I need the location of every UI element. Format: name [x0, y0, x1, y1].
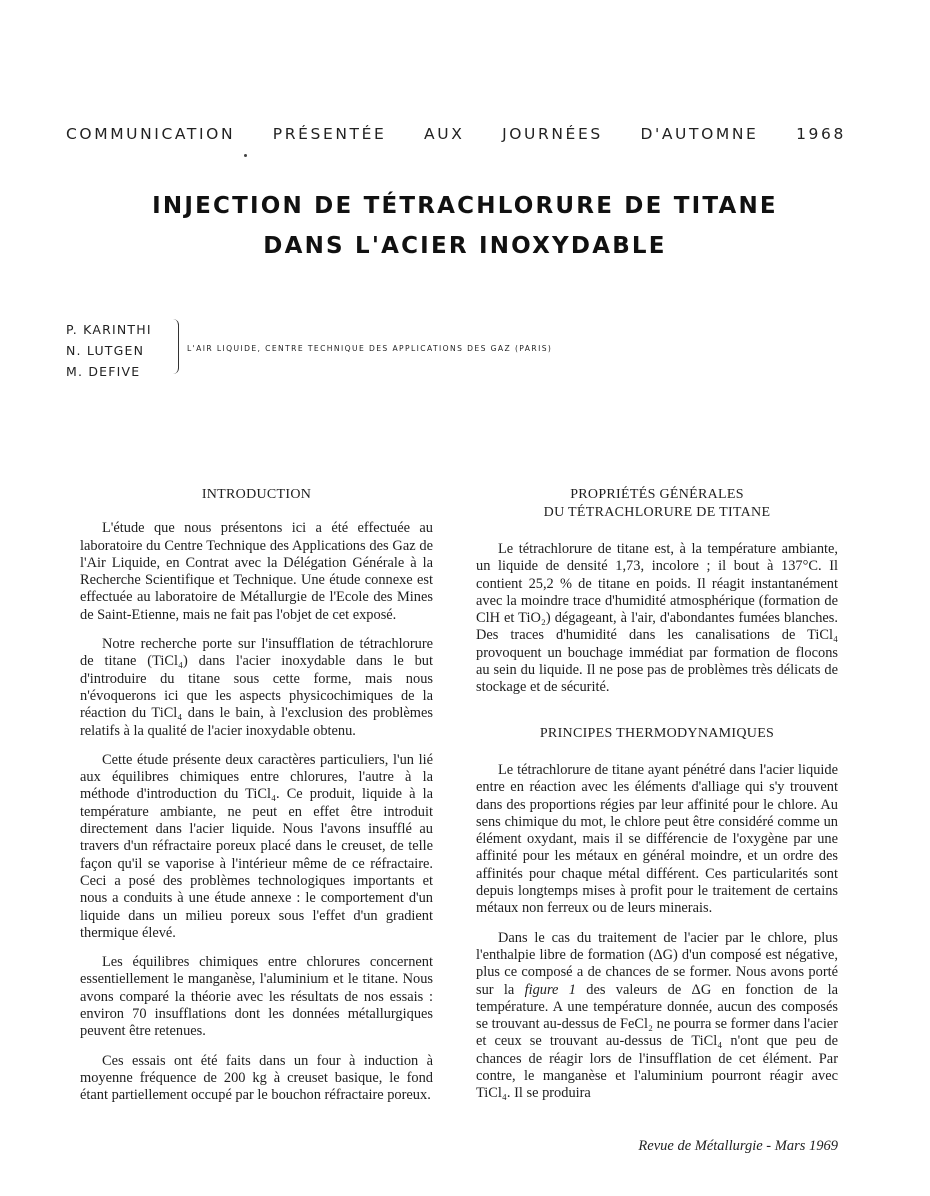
title-line-2: DANS L'ACIER INOXYDABLE: [263, 233, 667, 259]
header-word: D'AUTOMNE: [640, 125, 759, 143]
header-word: 1968: [796, 125, 846, 143]
author-name: N. LUTGEN: [66, 343, 145, 358]
paragraph: Notre recherche porte sur l'insufflation de tétrachlorure de titane (TiCl₄) dans l'acier inoxydable dans le but d'introduire du titane sous cette forme, mais nous n'évoquerons ici que les aspects physicochimiques de la réaction du TiCl₄ dans le bain, à l'exclusion des problèmes relatifs à la qualité de l'acier inoxydable obtenu.: [80, 636, 433, 739]
paragraph: [476, 930, 838, 1103]
section-heading-principes: PRINCIPES THERMODYNAMIQUES: [539, 725, 775, 741]
affiliation: L'AIR LIQUIDE, CENTRE TECHNIQUE DES APPLICATIONS DES GAZ (PARIS): [187, 344, 553, 353]
header-word: PRÉSENTÉE: [272, 125, 387, 143]
text-run: Dans le cas du traitement de l'acier par le chlore, plus l'enthalpie libre de formation (ΔG) d'un composé est négative, plus ce composé a de chances de se former. Nous avons porté sur la: [476, 929, 838, 998]
author-list: [66, 319, 152, 382]
figure-reference: figure 1: [524, 981, 576, 998]
header-word: JOURNÉES: [502, 125, 603, 143]
header-word: AUX: [424, 125, 465, 143]
author-name: M. DEFIVE: [66, 364, 141, 379]
author-brace: [170, 319, 179, 374]
paragraph: Ces essais ont été faits dans un four à induction à moyenne fréquence de 200 kg à creuset basique, le fond étant partiellement occupé par le bouchon réfractaire poreux.: [80, 1052, 433, 1104]
heading-line: DU TÉTRACHLORURE DE TITANE: [543, 505, 771, 520]
journal-footer: Revue de Métallurgie - Mars 1969: [638, 1138, 838, 1154]
article-title: [0, 186, 930, 266]
title-line-1: INJECTION DE TÉTRACHLORURE DE TITANE: [152, 193, 778, 219]
section-heading-proprietes: [476, 486, 838, 522]
author-name: P. KARINTHI: [66, 322, 152, 337]
paragraph: Le tétrachlorure de titane ayant pénétré dans l'acier liquide entre en réaction avec les éléments d'alliage qui s'y trouvent dans des proportions régies par leur affinité pour le chlore. Au sens chimique du mot, le chlore peut être considéré comme un élément oxydant, mais il se différencie de l'oxygène par une affinité pour les métaux en général moindre, et un ordre des affinités pour chaque métal différent. Ces particularités sont depuis longtemps mises à profit pour le traitement de certains métaux non ferreux ou de leurs minerais.: [476, 761, 838, 917]
paragraph: Le tétrachlorure de titane est, à la température ambiante, un liquide de densité 1,73, incolore ; il bout à 137°C. Il contient 25,2 % de titane en poids. Il réagit instantanément avec la moindre trace d'humidité atmosphérique (formation de ClH et TiO₂) dégageant, à l'air, d'abondantes fumées blanches. Des traces d'humidité dans les canalisations de TiCl₄ provoquent un bouchage immédiat par formation de flocons au sein du liquide. Il ne pose pas de problèmes très délicats de stockage et de sécurité.: [476, 541, 838, 696]
paragraph: Cette étude présente deux caractères particuliers, l'un lié aux équilibres chimiques entre chlorures, l'autre à la méthode d'introduction du TiCl₄. Ce produit, liquide à la température ambiante, ne peut en effet être introduit directement dans l'acier liquide. Nous l'avons insufflé au travers d'un réfractaire poreux placé dans le creuset, de telle façon qu'il se vaporise à l'intérieur même de ce réfractaire. Ceci a posé des problèmes technologiques importants et nous a conduits à une étude annexe : le comportement d'un liquide dans un milieu poreux sous l'effet d'un gradient thermique élevé.: [80, 751, 433, 941]
print-speck: [244, 154, 247, 157]
text-run: des valeurs de ΔG en fonction de la température. A une température donnée, aucun des composés se trouvant au-dessus de FeCl₂ ne pourra se former dans l'acier et ceux se trouvant au-dessus de TiCl₄ n'ont que peu de chances de réagir lors de l'insufflation de cet élément. Par contre, le manganèse et l'aluminium pourront réagir avec TiCl₄. Il se produira: [476, 981, 838, 1102]
header-word: COMMUNICATION: [66, 125, 236, 143]
paragraph: Les équilibres chimiques entre chlorures concernent essentiellement le manganèse, l'aluminium et le titane. Nous avons comparé la théorie avec les résultats de nos essais : environ 70 insufflations dont les données métallurgiques peuvent être retenues.: [80, 954, 433, 1040]
conference-header: [66, 125, 846, 143]
right-column: [476, 486, 838, 1115]
heading-line: PROPRIÉTÉS GÉNÉRALES: [570, 487, 744, 502]
left-column: [80, 486, 433, 1117]
section-heading-introduction: INTRODUCTION: [201, 487, 312, 502]
paragraph: L'étude que nous présentons ici a été effectuée au laboratoire du Centre Technique des Applications des Gaz de l'Air Liquide, en Contrat avec la Délégation Générale à la Recherche Scientifique et Technique. Une étude connexe est effectuée au laboratoire de Métallurgie de l'Ecole des Mines de Saint-Etienne, mais ne fait pas l'objet de cet exposé.: [80, 520, 433, 623]
